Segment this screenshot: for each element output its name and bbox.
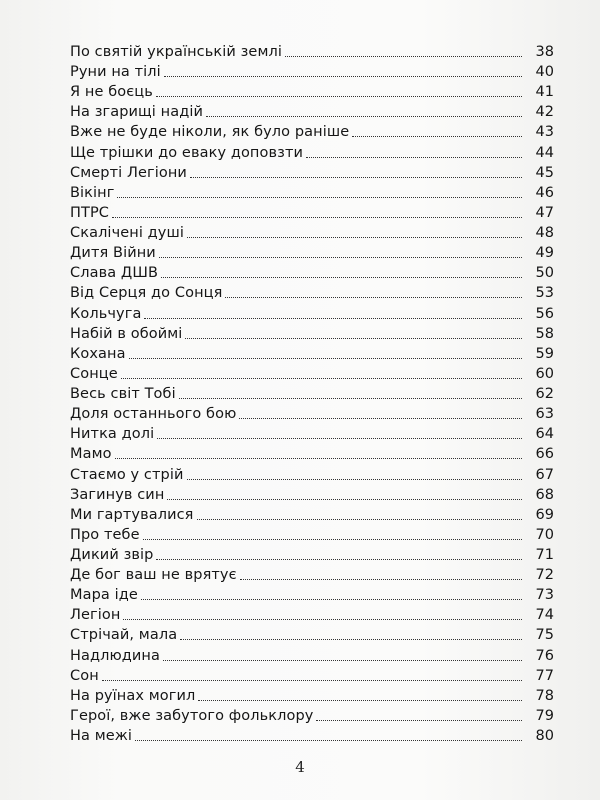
toc-entry	[70, 261, 554, 282]
toc-dot-leader	[239, 417, 522, 419]
toc-entry-page-number: 46	[535, 184, 554, 201]
page-number: 4	[295, 758, 305, 776]
toc-entry-title: Слава ДШВ	[70, 265, 158, 282]
toc-dot-leader	[121, 377, 522, 379]
toc-entry-title: Надлюдина	[70, 647, 161, 664]
toc-entry-title: Сон	[70, 667, 99, 684]
toc-entry-title: Ми гартувалися	[70, 506, 194, 523]
toc-dot-leader	[225, 296, 522, 298]
toc-dot-leader	[352, 135, 522, 137]
toc-entry-page-number: 77	[535, 667, 554, 684]
toc-entry	[70, 322, 554, 343]
toc-entry-page-number: 71	[535, 547, 554, 563]
toc-entry-page-number: 44	[535, 144, 554, 161]
toc-entry	[70, 684, 554, 705]
toc-entry	[70, 644, 554, 665]
toc-dot-leader	[306, 156, 522, 158]
toc-entry-page-number: 76	[535, 647, 554, 664]
toc-entry-title: Легіон	[70, 607, 121, 624]
toc-entry	[70, 422, 554, 443]
toc-entry-page-number: 48	[535, 225, 554, 242]
toc-entry-title: Мара іде	[70, 587, 138, 604]
toc-entry-title: По святій українській землі	[70, 44, 282, 60]
toc-entry	[70, 603, 554, 624]
toc-dot-leader	[135, 739, 522, 741]
toc-entry-page-number: 40	[535, 64, 554, 81]
toc-entry-title: Стрічай, мала	[70, 627, 178, 644]
toc-entry-title: Де бог ваш не врятує	[70, 567, 237, 584]
toc-dot-leader	[285, 55, 522, 57]
toc-entry-page-number: 50	[535, 265, 554, 282]
toc-entry-page-number: 67	[535, 466, 554, 483]
toc-entry	[70, 523, 554, 544]
toc-entry	[70, 80, 554, 101]
toc-entry-page-number: 70	[535, 526, 554, 543]
toc-entry-page-number: 60	[535, 365, 554, 382]
toc-entry	[70, 442, 554, 463]
toc-dot-leader	[115, 457, 522, 459]
toc-entry	[70, 402, 554, 423]
toc-entry-page-number: 43	[535, 124, 554, 141]
toc-entry-page-number: 63	[535, 406, 554, 423]
toc-dot-leader	[123, 618, 522, 620]
toc-dot-leader	[167, 498, 522, 500]
toc-entry-title: Стаємо у стрій	[70, 466, 184, 483]
toc-entry-page-number: 69	[535, 506, 554, 523]
toc-entry	[70, 503, 554, 524]
toc-entry-title: Від Серця до Сонця	[70, 285, 223, 302]
toc-dot-leader	[143, 538, 522, 540]
toc-entry-title: Сонце	[70, 365, 118, 382]
toc-entry-page-number: 74	[535, 607, 554, 624]
toc-entry-page-number: 64	[535, 426, 554, 443]
toc-entry	[70, 664, 554, 685]
toc-dot-leader	[206, 115, 522, 117]
toc-entry-page-number: 49	[535, 245, 554, 262]
toc-entry-title: Дикий звір	[70, 547, 154, 563]
toc-dot-leader	[159, 256, 522, 258]
toc-entry-page-number: 66	[535, 446, 554, 463]
toc-dot-leader	[156, 95, 522, 97]
toc-entry-page-number: 62	[535, 386, 554, 403]
toc-entry	[70, 181, 554, 202]
toc-entry-title: Вікінг	[70, 184, 115, 201]
toc-entry-title: Вже не буде ніколи, як було раніше	[70, 124, 350, 141]
toc-entry-title: Загинув син	[70, 486, 165, 503]
toc-dot-leader	[163, 659, 522, 661]
toc-entry-page-number: 59	[535, 345, 554, 362]
toc-entry-title: Руни на тілі	[70, 64, 161, 81]
toc-entry	[70, 724, 554, 745]
toc-dot-leader	[112, 216, 522, 218]
toc-dot-leader	[156, 558, 522, 560]
toc-entry-title: Кохана	[70, 345, 126, 362]
toc-dot-leader	[197, 518, 523, 520]
toc-entry	[70, 342, 554, 363]
toc-entry	[70, 382, 554, 403]
toc-entry-title: На згарищі надій	[70, 104, 203, 121]
toc-dot-leader	[190, 176, 522, 178]
toc-entry-page-number: 42	[535, 104, 554, 121]
toc-dot-leader	[129, 357, 522, 359]
toc-entry	[70, 40, 554, 61]
toc-entry	[70, 563, 554, 584]
toc-entry	[70, 201, 554, 222]
toc-entry-title: Доля останнього бою	[70, 406, 237, 423]
toc-entry-page-number: 80	[535, 728, 554, 745]
toc-entry-title: Весь світ Тобі	[70, 386, 176, 403]
table-of-contents	[70, 40, 554, 744]
toc-dot-leader	[187, 236, 522, 238]
toc-entry-title: Набій в обоймі	[70, 325, 183, 342]
toc-dot-leader	[240, 578, 522, 580]
toc-entry	[70, 60, 554, 81]
toc-entry-title: Про тебе	[70, 526, 140, 543]
toc-entry-page-number: 41	[535, 84, 554, 101]
toc-entry	[70, 221, 554, 242]
toc-entry	[70, 120, 554, 141]
toc-entry-page-number: 47	[535, 204, 554, 221]
toc-entry-page-number: 78	[535, 687, 554, 704]
toc-entry-title: Кольчуга	[70, 305, 142, 322]
toc-entry-page-number: 79	[535, 707, 554, 724]
toc-entry	[70, 623, 554, 644]
toc-entry-page-number: 58	[535, 325, 554, 342]
toc-entry-title: Я не боєць	[70, 84, 153, 101]
toc-entry-page-number: 75	[535, 627, 554, 644]
toc-entry	[70, 141, 554, 162]
toc-entry-page-number: 72	[535, 567, 554, 584]
toc-entry-title: Смерті Легіони	[70, 164, 187, 181]
toc-entry-title: ПТРС	[70, 204, 110, 221]
toc-entry-page-number: 73	[535, 587, 554, 604]
toc-entry-title: Мамо	[70, 446, 112, 463]
toc-entry-title: На руїнах могил	[70, 687, 196, 704]
toc-dot-leader	[185, 337, 522, 339]
toc-entry-title: На межі	[70, 728, 133, 745]
toc-dot-leader	[157, 437, 522, 439]
toc-entry-page-number: 53	[535, 285, 554, 302]
toc-entry	[70, 483, 554, 504]
toc-entry-page-number: 45	[535, 164, 554, 181]
toc-dot-leader	[180, 638, 522, 640]
toc-entry-page-number: 56	[535, 305, 554, 322]
toc-entry	[70, 362, 554, 383]
toc-dot-leader	[164, 75, 522, 77]
toc-entry	[70, 281, 554, 302]
toc-entry	[70, 302, 554, 323]
toc-entry-title: Нитка долі	[70, 426, 155, 443]
toc-dot-leader	[161, 276, 522, 278]
toc-entry	[70, 704, 554, 725]
toc-entry-page-number: 38	[535, 44, 554, 60]
toc-entry-title: Герої, вже забутого фольклору	[70, 707, 314, 724]
toc-entry-title: Дитя Війни	[70, 245, 156, 262]
toc-dot-leader	[102, 679, 522, 681]
toc-dot-leader	[179, 397, 522, 399]
toc-entry	[70, 161, 554, 182]
toc-entry	[70, 100, 554, 121]
toc-entry-page-number: 68	[535, 486, 554, 503]
toc-entry-title: Ще трішки до еваку доповзти	[70, 144, 304, 161]
toc-entry	[70, 543, 554, 564]
toc-entry	[70, 583, 554, 604]
toc-dot-leader	[316, 719, 522, 721]
toc-dot-leader	[144, 317, 522, 319]
toc-entry-title: Скалічені душі	[70, 225, 184, 242]
toc-dot-leader	[187, 478, 523, 480]
toc-dot-leader	[141, 598, 522, 600]
toc-entry	[70, 463, 554, 484]
toc-dot-leader	[117, 196, 522, 198]
toc-entry	[70, 241, 554, 262]
toc-dot-leader	[198, 699, 522, 701]
